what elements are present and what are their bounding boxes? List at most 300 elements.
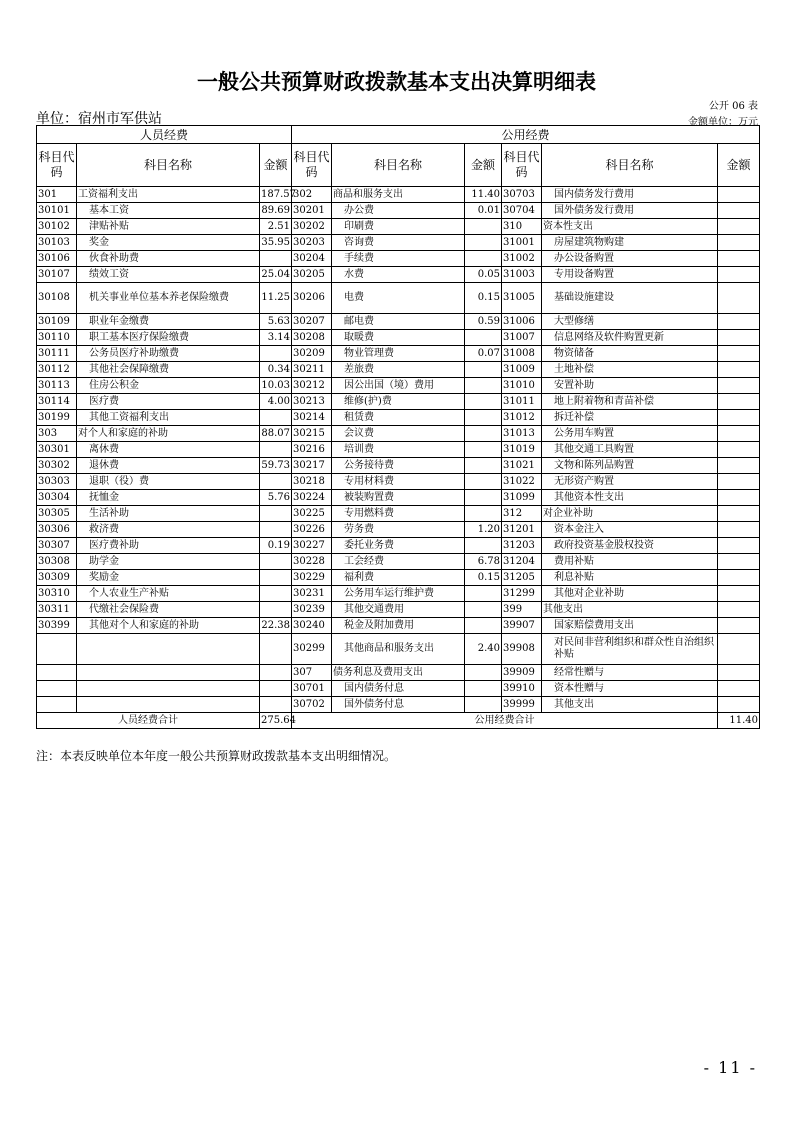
code-cell: 30306 (37, 522, 77, 538)
code-cell: 30224 (292, 490, 332, 506)
name-cell: 其他支出 (542, 602, 718, 618)
name-cell: 对个人和家庭的补助 (77, 426, 260, 442)
name-cell: 国内债务付息 (332, 681, 465, 697)
amount-cell: 0.15 (465, 283, 502, 314)
footnote: 注：本表反映单位本年度一般公共预算财政拨款基本支出明细情况。 (36, 749, 397, 763)
table-row (37, 602, 760, 618)
amount-cell: 3.14 (260, 330, 292, 346)
amount-cell: 6.78 (465, 554, 502, 570)
amount-cell: 187.57 (260, 187, 292, 203)
name-cell: 其他资本性支出 (542, 490, 718, 506)
code-cell: 30218 (292, 474, 332, 490)
code-cell: 30216 (292, 442, 332, 458)
name-cell: 大型修缮 (542, 314, 718, 330)
code-cell: 30226 (292, 522, 332, 538)
code-cell: 30299 (292, 634, 332, 665)
name-cell: 国家赔偿费用支出 (542, 618, 718, 634)
name-cell: 绩效工资 (77, 267, 260, 283)
code-cell: 30213 (292, 394, 332, 410)
code-cell: 31012 (502, 410, 542, 426)
code-cell: 31006 (502, 314, 542, 330)
table-row (37, 474, 760, 490)
name-cell: 办公设备购置 (542, 251, 718, 267)
name-cell: 对企业补助 (542, 506, 718, 522)
name-cell: 专用设备购置 (542, 267, 718, 283)
amount-cell (718, 554, 760, 570)
section-public: 公用经费 (292, 126, 760, 144)
header-code: 科目代码 (37, 144, 77, 187)
code-cell: 31203 (502, 538, 542, 554)
amount-cell (718, 586, 760, 602)
name-cell: 地上附着物和青苗补偿 (542, 394, 718, 410)
name-cell: 医疗费 (77, 394, 260, 410)
column-header-row (37, 144, 760, 187)
amount-cell: 0.59 (465, 314, 502, 330)
name-cell: 专用燃料费 (332, 506, 465, 522)
code-cell: 31022 (502, 474, 542, 490)
amount-cell: 25.04 (260, 267, 292, 283)
table-row (37, 665, 760, 681)
name-cell: 基础设施建设 (542, 283, 718, 314)
code-cell: 30702 (292, 697, 332, 713)
code-cell: 30308 (37, 554, 77, 570)
amount-cell: 88.07 (260, 426, 292, 442)
amount-cell (260, 602, 292, 618)
code-cell: 30205 (292, 267, 332, 283)
amount-cell (260, 442, 292, 458)
public-total-label: 公用经费合计 (292, 713, 718, 729)
code-cell: 30114 (37, 394, 77, 410)
amount-cell (718, 665, 760, 681)
name-cell: 公务员医疗补助缴费 (77, 346, 260, 362)
name-cell: 资本性赠与 (542, 681, 718, 697)
page-title: 一般公共预算财政拨款基本支出决算明细表 (197, 69, 596, 94)
name-cell: 公务用车购置 (542, 426, 718, 442)
name-cell: 工会经费 (332, 554, 465, 570)
code-cell: 30107 (37, 267, 77, 283)
amount-cell (260, 570, 292, 586)
table-row (37, 378, 760, 394)
name-cell: 其他社会保障缴费 (77, 362, 260, 378)
name-cell: 费用补贴 (542, 554, 718, 570)
code-cell: 30304 (37, 490, 77, 506)
name-cell: 其他商品和服务支出 (332, 634, 465, 665)
code-cell: 30399 (37, 618, 77, 634)
amount-cell: 22.38 (260, 618, 292, 634)
amount-cell (718, 187, 760, 203)
name-cell: 土地补偿 (542, 362, 718, 378)
amount-cell (718, 362, 760, 378)
code-cell: 31299 (502, 586, 542, 602)
amount-cell (465, 219, 502, 235)
name-cell: 国外债务付息 (332, 697, 465, 713)
code-cell: 31011 (502, 394, 542, 410)
amount-cell (718, 681, 760, 697)
table-row (37, 362, 760, 378)
amount-cell: 0.01 (465, 203, 502, 219)
amount-cell: 59.73 (260, 458, 292, 474)
form-number: 公开 06 表 (708, 101, 758, 112)
name-cell: 办公费 (332, 203, 465, 219)
table-row (37, 618, 760, 634)
table-row (37, 187, 760, 203)
amount-cell (465, 602, 502, 618)
amount-cell (718, 426, 760, 442)
code-cell: 31013 (502, 426, 542, 442)
section-header-row (37, 126, 760, 144)
totals-row (37, 713, 760, 729)
code-cell: 31205 (502, 570, 542, 586)
code-cell: 39910 (502, 681, 542, 697)
amount-cell (718, 203, 760, 219)
name-cell: 取暖费 (332, 330, 465, 346)
expenditure-table (36, 125, 760, 729)
name-cell: 拆迁补偿 (542, 410, 718, 426)
code-cell: 30310 (37, 586, 77, 602)
code-cell: 39907 (502, 618, 542, 634)
name-cell: 租赁费 (332, 410, 465, 426)
code-cell (37, 665, 77, 681)
code-cell: 30211 (292, 362, 332, 378)
amount-cell: 35.95 (260, 235, 292, 251)
amount-cell (260, 681, 292, 697)
code-cell: 31008 (502, 346, 542, 362)
code-cell (37, 681, 77, 697)
amount-cell (718, 618, 760, 634)
table-row (37, 538, 760, 554)
code-cell: 30110 (37, 330, 77, 346)
name-cell: 房屋建筑物购建 (542, 235, 718, 251)
amount-cell: 11.25 (260, 283, 292, 314)
amount-cell (718, 697, 760, 713)
name-cell: 医疗费补助 (77, 538, 260, 554)
amount-cell (718, 410, 760, 426)
code-cell: 30305 (37, 506, 77, 522)
code-cell: 30309 (37, 570, 77, 586)
amount-cell (465, 697, 502, 713)
personnel-total-value: 275.64 (260, 713, 292, 729)
amount-cell (465, 330, 502, 346)
name-cell: 其他支出 (542, 697, 718, 713)
name-cell (77, 697, 260, 713)
amount-cell (260, 474, 292, 490)
amount-cell (718, 570, 760, 586)
name-cell: 对民间非营利组织和群众性自治组织补贴 (542, 634, 718, 665)
name-cell: 工资福利支出 (77, 187, 260, 203)
code-cell: 39999 (502, 697, 542, 713)
amount-cell: 0.15 (465, 570, 502, 586)
code-cell: 30703 (502, 187, 542, 203)
code-cell: 307 (292, 665, 332, 681)
amount-cell (465, 506, 502, 522)
code-cell: 30208 (292, 330, 332, 346)
name-cell: 手续费 (332, 251, 465, 267)
amount-cell (465, 235, 502, 251)
amount-cell: 89.69 (260, 203, 292, 219)
amount-cell (465, 362, 502, 378)
code-cell: 30106 (37, 251, 77, 267)
name-cell: 个人农业生产补贴 (77, 586, 260, 602)
name-cell: 公务接待费 (332, 458, 465, 474)
section-personnel: 人员经费 (37, 126, 292, 144)
header-amount: 金额 (718, 144, 760, 187)
name-cell: 水费 (332, 267, 465, 283)
table-row (37, 458, 760, 474)
code-cell: 31001 (502, 235, 542, 251)
code-cell: 31201 (502, 522, 542, 538)
name-cell: 奖励金 (77, 570, 260, 586)
code-cell: 30112 (37, 362, 77, 378)
amount-cell (718, 474, 760, 490)
name-cell: 退职（役）费 (77, 474, 260, 490)
code-cell: 399 (502, 602, 542, 618)
code-cell: 30302 (37, 458, 77, 474)
code-cell: 30227 (292, 538, 332, 554)
amount-cell (465, 665, 502, 681)
name-cell (77, 634, 260, 665)
table-row (37, 522, 760, 538)
amount-cell (718, 330, 760, 346)
amount-cell: 5.76 (260, 490, 292, 506)
amount-cell (260, 506, 292, 522)
code-cell: 31204 (502, 554, 542, 570)
name-cell: 安置补助 (542, 378, 718, 394)
table-row (37, 330, 760, 346)
amount-cell (260, 697, 292, 713)
name-cell: 信息网络及软件购置更新 (542, 330, 718, 346)
unit-label: 单位：宿州市军供站 (36, 111, 162, 127)
amount-cell: 0.19 (260, 538, 292, 554)
table-row (37, 570, 760, 586)
table-row (37, 634, 760, 665)
page-number: - 11 - (703, 1058, 757, 1077)
amount-cell: 0.07 (465, 346, 502, 362)
name-cell: 维修(护)费 (332, 394, 465, 410)
table-row (37, 283, 760, 314)
code-cell: 31007 (502, 330, 542, 346)
amount-cell (465, 586, 502, 602)
amount-cell (260, 522, 292, 538)
name-cell: 资本金注入 (542, 522, 718, 538)
amount-cell (465, 458, 502, 474)
name-cell: 职工基本医疗保险缴费 (77, 330, 260, 346)
table-row (37, 506, 760, 522)
code-cell: 30212 (292, 378, 332, 394)
name-cell: 物资储备 (542, 346, 718, 362)
amount-cell (260, 665, 292, 681)
name-cell: 被装购置费 (332, 490, 465, 506)
code-cell: 30203 (292, 235, 332, 251)
amount-cell: 0.34 (260, 362, 292, 378)
name-cell: 机关事业单位基本养老保险缴费 (77, 283, 260, 314)
amount-cell: 10.03 (260, 378, 292, 394)
code-cell: 312 (502, 506, 542, 522)
amount-cell (718, 538, 760, 554)
header-name: 科目名称 (332, 144, 465, 187)
name-cell: 政府投资基金股权投资 (542, 538, 718, 554)
name-cell: 奖金 (77, 235, 260, 251)
code-cell: 30701 (292, 681, 332, 697)
amount-cell (718, 267, 760, 283)
amount-cell (718, 394, 760, 410)
amount-cell (718, 634, 760, 665)
amount-cell (465, 410, 502, 426)
name-cell: 债务利息及费用支出 (332, 665, 465, 681)
personnel-total-label: 人员经费合计 (37, 713, 260, 729)
header-code: 科目代码 (502, 144, 542, 187)
code-cell: 31002 (502, 251, 542, 267)
code-cell: 30101 (37, 203, 77, 219)
code-cell: 31003 (502, 267, 542, 283)
table-row (37, 681, 760, 697)
name-cell: 职业年金缴费 (77, 314, 260, 330)
name-cell: 物业管理费 (332, 346, 465, 362)
code-cell: 30217 (292, 458, 332, 474)
amount-cell (260, 554, 292, 570)
code-cell: 30206 (292, 283, 332, 314)
code-cell: 30225 (292, 506, 332, 522)
amount-cell: 1.20 (465, 522, 502, 538)
header-amount: 金额 (260, 144, 292, 187)
amount-cell (718, 251, 760, 267)
name-cell (77, 681, 260, 697)
amount-cell: 2.51 (260, 219, 292, 235)
public-total-value: 11.40 (718, 713, 760, 729)
code-cell (37, 697, 77, 713)
amount-cell: 4.00 (260, 394, 292, 410)
table-row (37, 314, 760, 330)
amount-cell: 2.40 (465, 634, 502, 665)
header-name: 科目名称 (77, 144, 260, 187)
code-cell: 30311 (37, 602, 77, 618)
name-cell: 专用材料费 (332, 474, 465, 490)
code-cell: 310 (502, 219, 542, 235)
code-cell: 30201 (292, 203, 332, 219)
amount-cell (718, 283, 760, 314)
name-cell: 伙食补助费 (77, 251, 260, 267)
amount-cell (718, 314, 760, 330)
table-row (37, 346, 760, 362)
name-cell: 其他对个人和家庭的补助 (77, 618, 260, 634)
code-cell: 302 (292, 187, 332, 203)
code-cell: 30214 (292, 410, 332, 426)
name-cell: 经常性赠与 (542, 665, 718, 681)
table-row (37, 219, 760, 235)
amount-cell (260, 586, 292, 602)
code-cell: 30228 (292, 554, 332, 570)
name-cell (77, 665, 260, 681)
amount-unit-label: 金额单位：万元 (688, 117, 758, 128)
amount-cell (718, 442, 760, 458)
name-cell: 公务用车运行维护费 (332, 586, 465, 602)
code-cell: 30103 (37, 235, 77, 251)
name-cell: 住房公积金 (77, 378, 260, 394)
name-cell: 福利费 (332, 570, 465, 586)
amount-cell (718, 346, 760, 362)
amount-cell (718, 490, 760, 506)
name-cell: 生活补助 (77, 506, 260, 522)
code-cell: 30240 (292, 618, 332, 634)
table-row (37, 490, 760, 506)
amount-cell (718, 522, 760, 538)
header-code: 科目代码 (292, 144, 332, 187)
amount-cell (718, 602, 760, 618)
table-row (37, 267, 760, 283)
code-cell: 39909 (502, 665, 542, 681)
table-row (37, 410, 760, 426)
amount-cell: 0.05 (465, 267, 502, 283)
name-cell: 税金及附加费用 (332, 618, 465, 634)
amount-cell (465, 251, 502, 267)
amount-cell (718, 219, 760, 235)
amount-cell (465, 378, 502, 394)
name-cell: 利息补贴 (542, 570, 718, 586)
header-name: 科目名称 (542, 144, 718, 187)
amount-cell (465, 474, 502, 490)
code-cell: 31019 (502, 442, 542, 458)
name-cell: 劳务费 (332, 522, 465, 538)
name-cell: 离休费 (77, 442, 260, 458)
table-row (37, 586, 760, 602)
code-cell: 30113 (37, 378, 77, 394)
code-cell: 30111 (37, 346, 77, 362)
table-row (37, 251, 760, 267)
code-cell: 30307 (37, 538, 77, 554)
name-cell: 国内债务发行费用 (542, 187, 718, 203)
name-cell: 救济费 (77, 522, 260, 538)
amount-cell (465, 442, 502, 458)
amount-cell (465, 426, 502, 442)
code-cell: 30209 (292, 346, 332, 362)
amount-cell (260, 410, 292, 426)
name-cell: 其他对企业补助 (542, 586, 718, 602)
table-row (37, 394, 760, 410)
name-cell: 其他交通工具购置 (542, 442, 718, 458)
table-row (37, 442, 760, 458)
name-cell: 委托业务费 (332, 538, 465, 554)
table-row (37, 426, 760, 442)
name-cell: 其他工资福利支出 (77, 410, 260, 426)
name-cell: 电费 (332, 283, 465, 314)
name-cell: 印刷费 (332, 219, 465, 235)
amount-cell (465, 538, 502, 554)
code-cell: 30215 (292, 426, 332, 442)
code-cell: 39908 (502, 634, 542, 665)
amount-cell (465, 681, 502, 697)
header-amount: 金额 (465, 144, 502, 187)
code-cell: 31021 (502, 458, 542, 474)
name-cell: 文物和陈列品购置 (542, 458, 718, 474)
code-cell: 303 (37, 426, 77, 442)
name-cell: 其他交通费用 (332, 602, 465, 618)
name-cell: 国外债务发行费用 (542, 203, 718, 219)
amount-cell (718, 235, 760, 251)
name-cell: 无形资产购置 (542, 474, 718, 490)
amount-cell (718, 506, 760, 522)
name-cell: 邮电费 (332, 314, 465, 330)
name-cell: 津贴补贴 (77, 219, 260, 235)
name-cell: 因公出国（境）费用 (332, 378, 465, 394)
name-cell: 助学金 (77, 554, 260, 570)
code-cell: 30239 (292, 602, 332, 618)
name-cell: 咨询费 (332, 235, 465, 251)
name-cell: 会议费 (332, 426, 465, 442)
name-cell: 培训费 (332, 442, 465, 458)
amount-cell (465, 618, 502, 634)
amount-cell (260, 346, 292, 362)
code-cell: 30109 (37, 314, 77, 330)
table-row (37, 235, 760, 251)
